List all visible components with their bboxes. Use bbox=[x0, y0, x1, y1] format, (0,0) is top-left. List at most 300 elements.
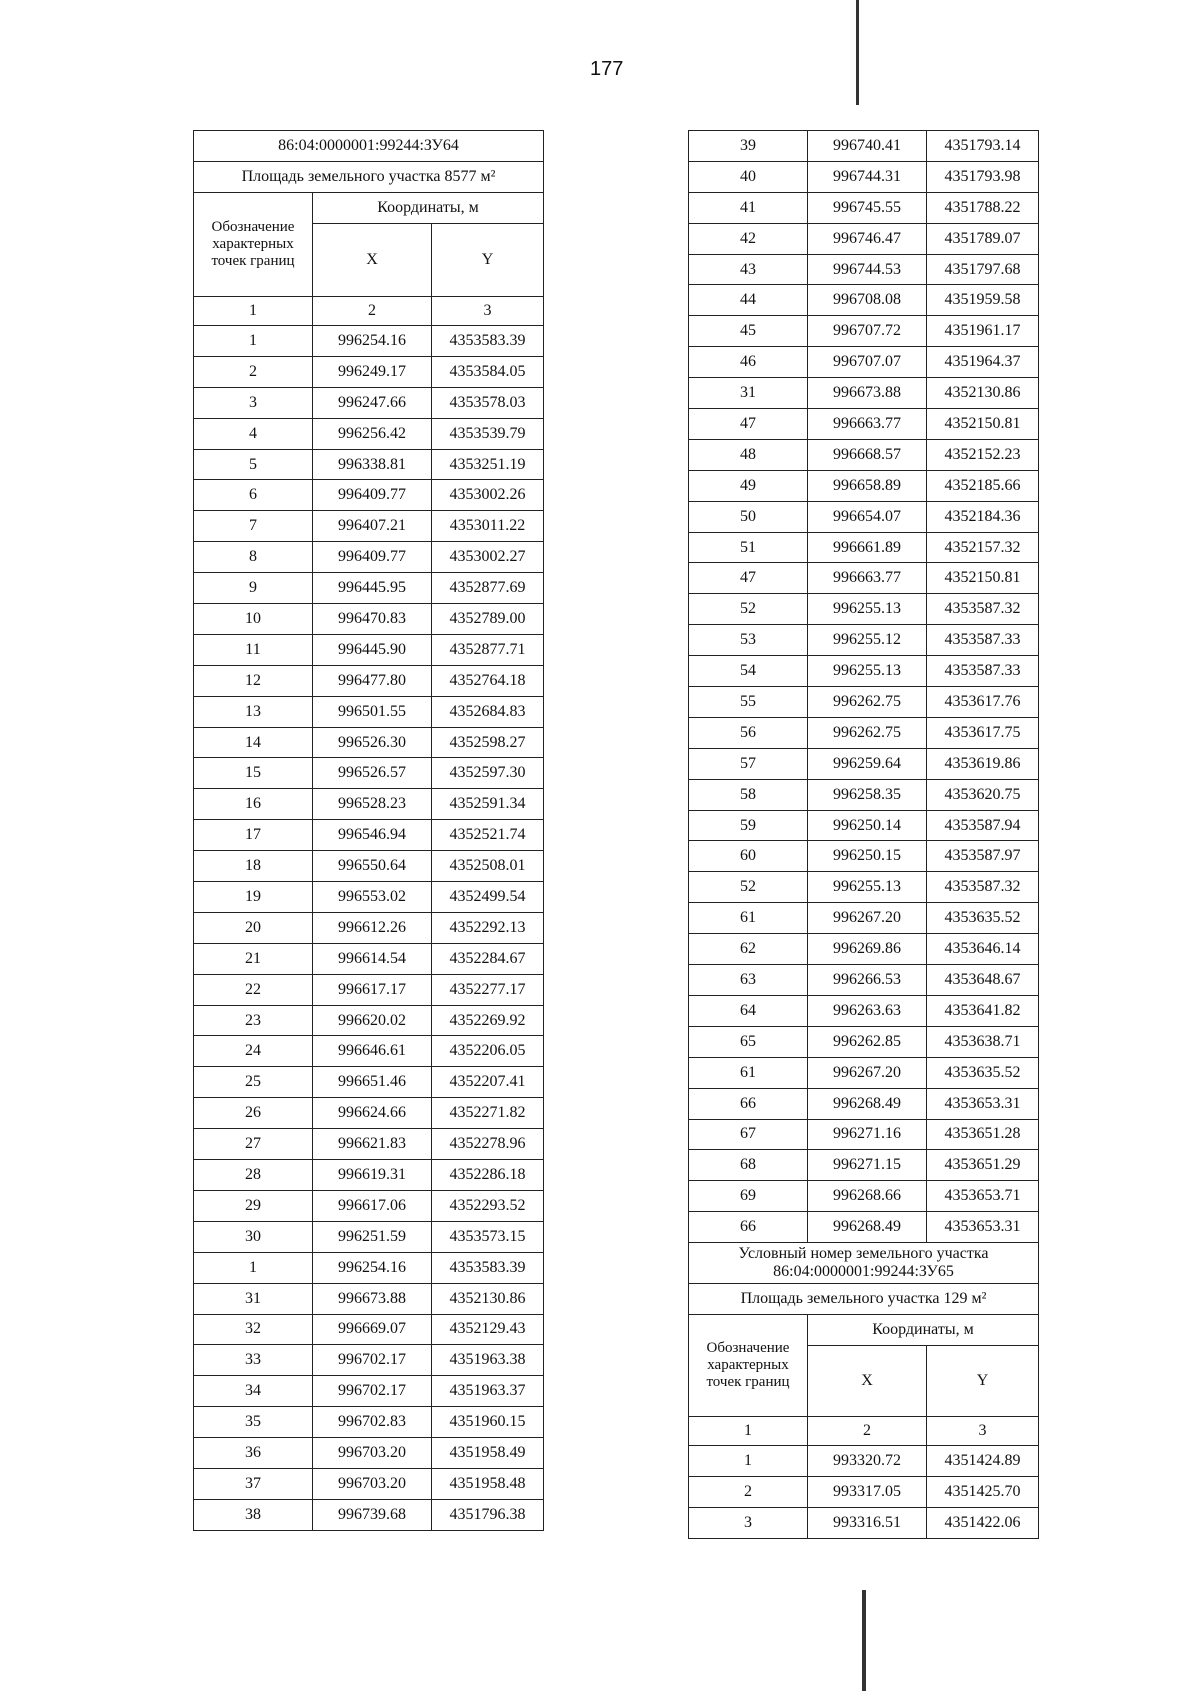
table-row bbox=[194, 1407, 544, 1438]
coord-y: 4353619.86 bbox=[927, 748, 1039, 779]
coord-x: 996550.64 bbox=[313, 851, 432, 882]
coord-y: 4352591.34 bbox=[432, 789, 544, 820]
point-id: 39 bbox=[689, 131, 808, 162]
table-row bbox=[194, 480, 544, 511]
coord-y: 4351963.37 bbox=[432, 1376, 544, 1407]
table-row bbox=[689, 563, 1039, 594]
coord-y: 4353651.28 bbox=[927, 1119, 1039, 1150]
point-id: 27 bbox=[194, 1129, 313, 1160]
second-col-num-2: 2 bbox=[808, 1417, 927, 1446]
coord-y: 4352292.13 bbox=[432, 912, 544, 943]
coord-y: 4353587.33 bbox=[927, 625, 1039, 656]
coord-y: 4352764.18 bbox=[432, 665, 544, 696]
coord-y: 4352521.74 bbox=[432, 820, 544, 851]
table-row bbox=[689, 1212, 1039, 1243]
table-row bbox=[689, 131, 1039, 162]
coord-x: 996528.23 bbox=[313, 789, 432, 820]
table-row bbox=[689, 254, 1039, 285]
coord-y: 4352877.71 bbox=[432, 634, 544, 665]
coord-x: 996255.12 bbox=[808, 625, 927, 656]
table-row bbox=[194, 604, 544, 635]
point-id: 17 bbox=[194, 820, 313, 851]
coord-x: 996669.07 bbox=[313, 1314, 432, 1345]
point-id: 10 bbox=[194, 604, 313, 635]
coord-y: 4352598.27 bbox=[432, 727, 544, 758]
table-row bbox=[689, 1181, 1039, 1212]
coord-x: 996268.66 bbox=[808, 1181, 927, 1212]
coord-x: 996703.20 bbox=[313, 1468, 432, 1499]
coord-x: 996744.53 bbox=[808, 254, 927, 285]
coord-y: 4353635.52 bbox=[927, 1057, 1039, 1088]
coord-x: 996646.61 bbox=[313, 1036, 432, 1067]
table-row bbox=[194, 1160, 544, 1191]
coord-x: 996338.81 bbox=[313, 449, 432, 480]
coord-x: 993316.51 bbox=[808, 1507, 927, 1538]
point-id: 22 bbox=[194, 974, 313, 1005]
table-row bbox=[689, 501, 1039, 532]
coord-y: 4353646.14 bbox=[927, 934, 1039, 965]
coord-x: 996250.14 bbox=[808, 810, 927, 841]
table-row bbox=[689, 285, 1039, 316]
coord-x: 996268.49 bbox=[808, 1212, 927, 1243]
coord-x: 996745.55 bbox=[808, 192, 927, 223]
coord-x: 996409.77 bbox=[313, 480, 432, 511]
table-row bbox=[689, 965, 1039, 996]
table-row bbox=[689, 1057, 1039, 1088]
coord-y: 4352150.81 bbox=[927, 409, 1039, 440]
header-coords: Координаты, м bbox=[313, 193, 544, 224]
point-id: 33 bbox=[194, 1345, 313, 1376]
point-id: 14 bbox=[194, 727, 313, 758]
point-id: 1 bbox=[194, 1252, 313, 1283]
coord-x: 996702.17 bbox=[313, 1345, 432, 1376]
coord-y: 4351424.89 bbox=[927, 1446, 1039, 1477]
point-id: 20 bbox=[194, 912, 313, 943]
point-id: 15 bbox=[194, 758, 313, 789]
second-col-num-1: 1 bbox=[689, 1417, 808, 1446]
coord-x: 996621.83 bbox=[313, 1129, 432, 1160]
coord-x: 996255.13 bbox=[808, 594, 927, 625]
coord-x: 996703.20 bbox=[313, 1438, 432, 1469]
binding-line-top bbox=[856, 0, 859, 105]
table-row bbox=[689, 1507, 1039, 1538]
coord-y: 4353583.39 bbox=[432, 1252, 544, 1283]
coord-x: 996267.20 bbox=[808, 1057, 927, 1088]
coord-y: 4353002.26 bbox=[432, 480, 544, 511]
point-id: 45 bbox=[689, 316, 808, 347]
coord-y: 4353620.75 bbox=[927, 779, 1039, 810]
point-id: 40 bbox=[689, 161, 808, 192]
point-id: 5 bbox=[194, 449, 313, 480]
second-header-y: Y bbox=[927, 1346, 1039, 1417]
table-row bbox=[194, 573, 544, 604]
point-id: 11 bbox=[194, 634, 313, 665]
coord-x: 996409.77 bbox=[313, 542, 432, 573]
binding-line-bottom bbox=[862, 1590, 866, 1691]
table-row bbox=[194, 511, 544, 542]
coord-y: 4352207.41 bbox=[432, 1067, 544, 1098]
point-id: 31 bbox=[194, 1283, 313, 1314]
coord-y: 4352684.83 bbox=[432, 696, 544, 727]
point-id: 37 bbox=[194, 1468, 313, 1499]
table-row bbox=[194, 727, 544, 758]
coord-y: 4353573.15 bbox=[432, 1221, 544, 1252]
coord-x: 996707.72 bbox=[808, 316, 927, 347]
coord-y: 4351958.48 bbox=[432, 1468, 544, 1499]
point-id: 3 bbox=[689, 1507, 808, 1538]
table-row bbox=[689, 1088, 1039, 1119]
table-row bbox=[689, 161, 1039, 192]
point-id: 9 bbox=[194, 573, 313, 604]
coord-y: 4352130.86 bbox=[432, 1283, 544, 1314]
table-row bbox=[194, 1499, 544, 1530]
table-row bbox=[194, 634, 544, 665]
coord-y: 4352271.82 bbox=[432, 1098, 544, 1129]
header-y: Y bbox=[432, 224, 544, 297]
second-header-coords: Координаты, м bbox=[808, 1315, 1039, 1346]
table-row bbox=[194, 882, 544, 913]
point-id: 6 bbox=[194, 480, 313, 511]
table-row bbox=[689, 192, 1039, 223]
second-header-x: X bbox=[808, 1346, 927, 1417]
header-x: X bbox=[313, 224, 432, 297]
coord-x: 996661.89 bbox=[808, 532, 927, 563]
second-header-points: Обозначение характерных точек границ bbox=[689, 1315, 808, 1417]
table-row bbox=[689, 656, 1039, 687]
coord-y: 4352277.17 bbox=[432, 974, 544, 1005]
point-id: 43 bbox=[689, 254, 808, 285]
coord-x: 996702.83 bbox=[313, 1407, 432, 1438]
coord-x: 996614.54 bbox=[313, 943, 432, 974]
coord-y: 4352597.30 bbox=[432, 758, 544, 789]
point-id: 12 bbox=[194, 665, 313, 696]
coord-x: 996746.47 bbox=[808, 223, 927, 254]
coord-x: 993317.05 bbox=[808, 1476, 927, 1507]
coord-x: 996501.55 bbox=[313, 696, 432, 727]
coord-x: 996624.66 bbox=[313, 1098, 432, 1129]
coord-y: 4353002.27 bbox=[432, 542, 544, 573]
table-row bbox=[194, 912, 544, 943]
table-row bbox=[194, 1129, 544, 1160]
coord-x: 993320.72 bbox=[808, 1446, 927, 1477]
coord-x: 996259.64 bbox=[808, 748, 927, 779]
coord-y: 4352284.67 bbox=[432, 943, 544, 974]
point-id: 55 bbox=[689, 687, 808, 718]
table-row bbox=[689, 687, 1039, 718]
coord-x: 996673.88 bbox=[313, 1283, 432, 1314]
coord-y: 4352150.81 bbox=[927, 563, 1039, 594]
coord-y: 4351959.58 bbox=[927, 285, 1039, 316]
coord-y: 4351961.17 bbox=[927, 316, 1039, 347]
table-row bbox=[194, 665, 544, 696]
point-id: 47 bbox=[689, 409, 808, 440]
point-id: 61 bbox=[689, 1057, 808, 1088]
point-id: 32 bbox=[194, 1314, 313, 1345]
table-row bbox=[689, 625, 1039, 656]
second-col-num-3: 3 bbox=[927, 1417, 1039, 1446]
point-id: 36 bbox=[194, 1438, 313, 1469]
table-row bbox=[689, 594, 1039, 625]
coord-y: 4352206.05 bbox=[432, 1036, 544, 1067]
col-num-3: 3 bbox=[432, 297, 544, 326]
point-id: 69 bbox=[689, 1181, 808, 1212]
table-row bbox=[194, 542, 544, 573]
coord-x: 996619.31 bbox=[313, 1160, 432, 1191]
point-id: 26 bbox=[194, 1098, 313, 1129]
point-id: 4 bbox=[194, 418, 313, 449]
coord-y: 4351963.38 bbox=[432, 1345, 544, 1376]
point-id: 44 bbox=[689, 285, 808, 316]
point-id: 54 bbox=[689, 656, 808, 687]
coord-x: 996262.75 bbox=[808, 717, 927, 748]
coord-y: 4352286.18 bbox=[432, 1160, 544, 1191]
point-id: 50 bbox=[689, 501, 808, 532]
coord-x: 996251.59 bbox=[313, 1221, 432, 1252]
point-id: 63 bbox=[689, 965, 808, 996]
point-id: 8 bbox=[194, 542, 313, 573]
coord-y: 4352269.92 bbox=[432, 1005, 544, 1036]
table-row bbox=[689, 378, 1039, 409]
coord-x: 996250.15 bbox=[808, 841, 927, 872]
coord-x: 996470.83 bbox=[313, 604, 432, 635]
coord-x: 996526.30 bbox=[313, 727, 432, 758]
table-row bbox=[689, 1150, 1039, 1181]
table-row bbox=[194, 418, 544, 449]
coord-y: 4351789.07 bbox=[927, 223, 1039, 254]
point-id: 61 bbox=[689, 903, 808, 934]
coord-x: 996247.66 bbox=[313, 387, 432, 418]
point-id: 68 bbox=[689, 1150, 808, 1181]
coord-y: 4352152.23 bbox=[927, 439, 1039, 470]
coord-x: 996617.06 bbox=[313, 1190, 432, 1221]
table-row bbox=[689, 439, 1039, 470]
header-points: Обозначение характерных точек границ bbox=[194, 193, 313, 297]
coord-x: 996663.77 bbox=[808, 563, 927, 594]
point-id: 65 bbox=[689, 1026, 808, 1057]
table-row bbox=[194, 449, 544, 480]
table-row bbox=[194, 1438, 544, 1469]
coord-x: 996702.17 bbox=[313, 1376, 432, 1407]
point-id: 51 bbox=[689, 532, 808, 563]
coord-x: 996620.02 bbox=[313, 1005, 432, 1036]
coord-x: 996663.77 bbox=[808, 409, 927, 440]
coord-x: 996445.95 bbox=[313, 573, 432, 604]
coord-x: 996269.86 bbox=[808, 934, 927, 965]
coord-y: 4352499.54 bbox=[432, 882, 544, 913]
table-row bbox=[194, 1098, 544, 1129]
point-id: 1 bbox=[689, 1446, 808, 1477]
table-row bbox=[689, 470, 1039, 501]
coord-y: 4351788.22 bbox=[927, 192, 1039, 223]
coord-x: 996612.26 bbox=[313, 912, 432, 943]
point-id: 52 bbox=[689, 872, 808, 903]
point-id: 28 bbox=[194, 1160, 313, 1191]
col-num-1: 1 bbox=[194, 297, 313, 326]
coord-y: 4351796.38 bbox=[432, 1499, 544, 1530]
table-row bbox=[689, 532, 1039, 563]
table-row bbox=[194, 387, 544, 418]
table-row bbox=[194, 943, 544, 974]
table-row bbox=[194, 1252, 544, 1283]
table-row bbox=[194, 1468, 544, 1499]
coord-x: 996477.80 bbox=[313, 665, 432, 696]
second-plot-title: Условный номер земельного участка 86:04:0000001:99244:ЗУ65 bbox=[689, 1243, 1039, 1284]
table-row bbox=[689, 995, 1039, 1026]
coord-y: 4351964.37 bbox=[927, 347, 1039, 378]
table-row bbox=[689, 872, 1039, 903]
table-row bbox=[194, 820, 544, 851]
coord-y: 4353587.32 bbox=[927, 872, 1039, 903]
coord-x: 996445.90 bbox=[313, 634, 432, 665]
point-id: 13 bbox=[194, 696, 313, 727]
col-num-2: 2 bbox=[313, 297, 432, 326]
point-id: 46 bbox=[689, 347, 808, 378]
table-row bbox=[194, 1005, 544, 1036]
coord-y: 4353578.03 bbox=[432, 387, 544, 418]
coord-y: 4351958.49 bbox=[432, 1438, 544, 1469]
coord-y: 4353617.76 bbox=[927, 687, 1039, 718]
table-row bbox=[689, 316, 1039, 347]
coord-x: 996526.57 bbox=[313, 758, 432, 789]
coord-x: 996407.21 bbox=[313, 511, 432, 542]
point-id: 60 bbox=[689, 841, 808, 872]
coord-y: 4353653.31 bbox=[927, 1212, 1039, 1243]
point-id: 42 bbox=[689, 223, 808, 254]
coord-x: 996668.57 bbox=[808, 439, 927, 470]
point-id: 52 bbox=[689, 594, 808, 625]
coord-y: 4351960.15 bbox=[432, 1407, 544, 1438]
coord-x: 996654.07 bbox=[808, 501, 927, 532]
coord-y: 4353587.97 bbox=[927, 841, 1039, 872]
coord-x: 996254.16 bbox=[313, 326, 432, 357]
coord-y: 4352130.86 bbox=[927, 378, 1039, 409]
area-label: Площадь земельного участка 8577 м² bbox=[194, 162, 544, 193]
coord-x: 996651.46 bbox=[313, 1067, 432, 1098]
table-row bbox=[194, 696, 544, 727]
coordinates-table-right bbox=[688, 130, 1039, 1539]
coord-x: 996249.17 bbox=[313, 356, 432, 387]
coord-x: 996708.08 bbox=[808, 285, 927, 316]
table-row bbox=[689, 748, 1039, 779]
coord-x: 996271.15 bbox=[808, 1150, 927, 1181]
table-row bbox=[194, 1067, 544, 1098]
table-row bbox=[689, 1026, 1039, 1057]
point-id: 49 bbox=[689, 470, 808, 501]
table-row bbox=[194, 1376, 544, 1407]
coord-y: 4353653.31 bbox=[927, 1088, 1039, 1119]
table-row bbox=[194, 1036, 544, 1067]
point-id: 25 bbox=[194, 1067, 313, 1098]
coord-y: 4352508.01 bbox=[432, 851, 544, 882]
coord-y: 4352185.66 bbox=[927, 470, 1039, 501]
table-row bbox=[689, 223, 1039, 254]
point-id: 59 bbox=[689, 810, 808, 841]
coord-y: 4353583.39 bbox=[432, 326, 544, 357]
coord-y: 4352157.32 bbox=[927, 532, 1039, 563]
table-row bbox=[689, 409, 1039, 440]
coord-x: 996271.16 bbox=[808, 1119, 927, 1150]
point-id: 56 bbox=[689, 717, 808, 748]
table-row bbox=[689, 1119, 1039, 1150]
coordinates-table-left bbox=[193, 130, 544, 1531]
table-row bbox=[194, 758, 544, 789]
coord-x: 996707.07 bbox=[808, 347, 927, 378]
coord-x: 996267.20 bbox=[808, 903, 927, 934]
page-number: 177 bbox=[590, 58, 624, 80]
coord-x: 996553.02 bbox=[313, 882, 432, 913]
coord-x: 996546.94 bbox=[313, 820, 432, 851]
table-row bbox=[194, 974, 544, 1005]
point-id: 57 bbox=[689, 748, 808, 779]
point-id: 67 bbox=[689, 1119, 808, 1150]
coord-x: 996744.31 bbox=[808, 161, 927, 192]
coord-y: 4352877.69 bbox=[432, 573, 544, 604]
coord-y: 4351425.70 bbox=[927, 1476, 1039, 1507]
coord-y: 4353011.22 bbox=[432, 511, 544, 542]
point-id: 1 bbox=[194, 326, 313, 357]
coord-y: 4353587.32 bbox=[927, 594, 1039, 625]
coord-x: 996739.68 bbox=[313, 1499, 432, 1530]
table-row bbox=[194, 1345, 544, 1376]
table-row bbox=[689, 903, 1039, 934]
coord-x: 996658.89 bbox=[808, 470, 927, 501]
coord-x: 996673.88 bbox=[808, 378, 927, 409]
coord-y: 4351422.06 bbox=[927, 1507, 1039, 1538]
point-id: 66 bbox=[689, 1088, 808, 1119]
coord-x: 996258.35 bbox=[808, 779, 927, 810]
point-id: 38 bbox=[194, 1499, 313, 1530]
point-id: 23 bbox=[194, 1005, 313, 1036]
coord-y: 4351793.98 bbox=[927, 161, 1039, 192]
coord-x: 996255.13 bbox=[808, 656, 927, 687]
table-row bbox=[194, 1221, 544, 1252]
coord-y: 4353539.79 bbox=[432, 418, 544, 449]
coord-x: 996262.85 bbox=[808, 1026, 927, 1057]
table-row bbox=[194, 326, 544, 357]
coord-y: 4352184.36 bbox=[927, 501, 1039, 532]
table-row bbox=[194, 851, 544, 882]
coord-y: 4353641.82 bbox=[927, 995, 1039, 1026]
table-row bbox=[194, 789, 544, 820]
point-id: 48 bbox=[689, 439, 808, 470]
table-row bbox=[689, 779, 1039, 810]
point-id: 21 bbox=[194, 943, 313, 974]
point-id: 2 bbox=[689, 1476, 808, 1507]
point-id: 7 bbox=[194, 511, 313, 542]
table-row bbox=[194, 1314, 544, 1345]
point-id: 58 bbox=[689, 779, 808, 810]
point-id: 64 bbox=[689, 995, 808, 1026]
coord-y: 4353587.94 bbox=[927, 810, 1039, 841]
coord-x: 996256.42 bbox=[313, 418, 432, 449]
coord-x: 996262.75 bbox=[808, 687, 927, 718]
coord-y: 4353584.05 bbox=[432, 356, 544, 387]
coord-y: 4352789.00 bbox=[432, 604, 544, 635]
table-row bbox=[689, 810, 1039, 841]
coord-x: 996266.53 bbox=[808, 965, 927, 996]
coord-y: 4352129.43 bbox=[432, 1314, 544, 1345]
coord-x: 996740.41 bbox=[808, 131, 927, 162]
point-id: 34 bbox=[194, 1376, 313, 1407]
coord-y: 4353587.33 bbox=[927, 656, 1039, 687]
coord-y: 4353648.67 bbox=[927, 965, 1039, 996]
point-id: 53 bbox=[689, 625, 808, 656]
point-id: 24 bbox=[194, 1036, 313, 1067]
coord-y: 4353651.29 bbox=[927, 1150, 1039, 1181]
point-id: 2 bbox=[194, 356, 313, 387]
coord-y: 4351793.14 bbox=[927, 131, 1039, 162]
point-id: 35 bbox=[194, 1407, 313, 1438]
